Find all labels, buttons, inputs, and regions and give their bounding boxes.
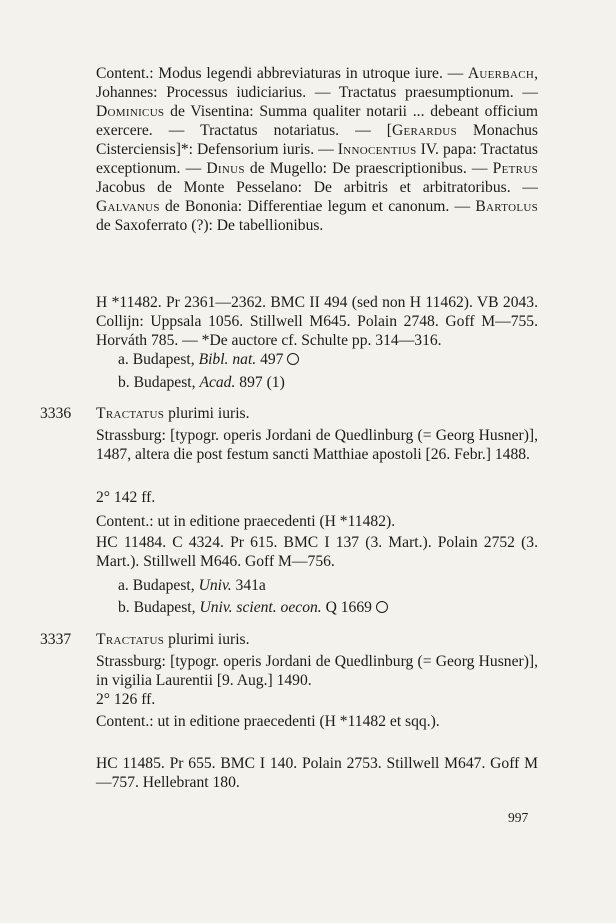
entry-title [96,404,538,423]
content-paragraph [96,64,538,235]
entry-title [96,630,538,649]
content-text: de Bononia: Differentiae legum et canonum. — [159,198,476,215]
holding-shelfmark: 341a [231,577,266,594]
holding-place: Bibl. nat. [198,351,257,368]
author-name: Auerbach [467,65,535,82]
references: H *11482. Pr 2361—2362. BMC II 494 (sed non H 11462). VB 2043. Collijn: Uppsala 1056. Stillwell M645. Polain 2748. Goff M—755. Horváth 785. — *De auctore cf. Schulte pp. 314—316. [96,294,538,349]
holding-shelfmark: 497 [256,351,284,368]
references: HC 11484. C 4324. Pr 615. BMC I 137 (3. Mart.). Polain 2752 (3. Mart.). Stillwell M646. Goff M—756. [96,534,538,570]
content-label: Content.: [96,65,154,82]
holding-a [118,576,266,595]
format: 2° 126 ff. [96,691,156,708]
content-text: de Saxoferrato (?): De tabellionibus. [96,217,324,234]
entry-number: 3336 [40,405,72,422]
holding-place: Acad. [199,374,236,391]
circle-icon [376,601,388,613]
holding-a [118,350,299,369]
holding-shelfmark: 897 (1) [235,374,285,391]
holding-prefix: a. Budapest, [118,351,199,368]
content-text: IV. papa: Tractatus exceptionum. — [96,141,538,177]
author-name: Bartolus [475,198,538,215]
circle-icon [287,353,299,365]
content-text: , Johannes: Processus iudiciarius. — Tractatus praesumptionum. — [96,65,538,101]
holding-b [118,598,388,617]
content-text: de Visentina: Summa qualiter notarii ... debeant officium exercere. — Tractatus notariatus. — [ [96,103,538,139]
content-text: de Mugello: De praescriptionibus. — [244,160,493,177]
holding-place: Univ. [198,577,232,594]
content-note: Content.: ut in editione praecedenti (H *11482). [96,513,396,530]
content-text: Jacobus de Monte Pesselano: De arbitris et arbitratoribus. — [96,179,538,196]
holding-prefix: a. Budapest, [118,577,199,594]
imprint: Strassburg: [typogr. operis Jordani de Quedlinburg (= Georg Husner)], in vigilia Laurentii [9. Aug.] 1490. [96,653,538,689]
format: 2° 142 ff. [96,489,156,506]
holding-prefix: b. Budapest, [118,599,200,616]
title-rest: plurimi iuris. [164,405,250,422]
author-name: Dinus [206,160,245,177]
holding-b [118,373,285,392]
holding-place: Univ. scient. oecon. [199,599,322,616]
content-text: Monachus Cisterciensis]*: Defensorium iuris. — [96,122,538,158]
content-text: Modus legendi abbreviaturas in utroque iure. — [153,65,468,82]
author-name: Innocentius [337,141,417,158]
title-word: Tractatus [96,631,165,648]
title-rest: plurimi iuris. [164,631,250,648]
holding-prefix: b. Budapest, [118,374,200,391]
author-name: Gerardus [391,122,457,139]
page-number: 997 [508,810,529,825]
imprint: Strassburg: [typogr. operis Jordani de Quedlinburg (= Georg Husner)], 1487, altera die post festum sancti Matthiae apostoli [26. Febr.] 1488. [96,427,538,463]
content-note: Content.: ut in editione praecedenti (H *11482 et sqq.). [96,713,440,730]
author-name: Galvanus [96,198,160,215]
author-name: Petrus [492,160,538,177]
title-word: Tractatus [96,405,165,422]
holding-shelfmark: Q 1669 [321,599,372,616]
references: HC 11485. Pr 655. BMC I 140. Polain 2753. Stillwell M647. Goff M—757. Hellebrant 180. [96,755,538,791]
author-name: Dominicus [96,103,165,120]
entry-number: 3337 [40,631,72,648]
